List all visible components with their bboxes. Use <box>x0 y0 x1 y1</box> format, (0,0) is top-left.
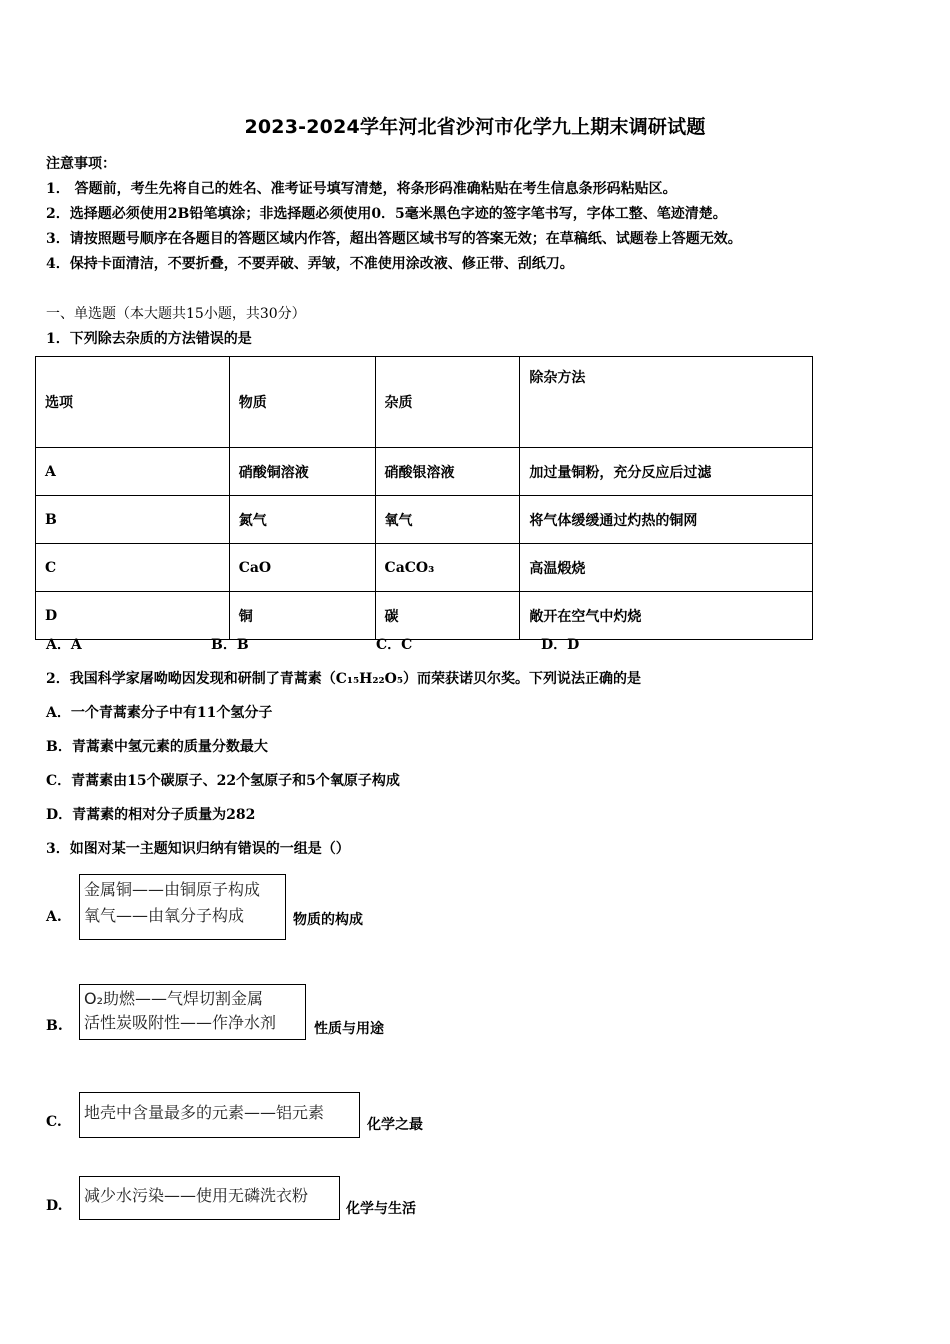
table-row <box>36 448 813 496</box>
table-cell: 加过量铜粉，充分反应后过滤 <box>520 448 813 496</box>
table-cell: D <box>36 592 230 640</box>
q1-option-c: C．C <box>376 637 413 653</box>
q3-choice-d-box <box>79 1176 340 1220</box>
q3-choice-d-letter: D. <box>46 1198 63 1214</box>
table-cell: 敞开在空气中灼烧 <box>520 592 813 640</box>
table-cell: CaO <box>229 544 375 592</box>
box-line: 活性炭吸附性——作净水剂 <box>84 1013 277 1032</box>
table-cell: B <box>36 496 230 544</box>
q1-option-b: B．B <box>211 637 249 653</box>
table-cell: 硝酸银溶液 <box>375 448 520 496</box>
table-header-cell: 物质 <box>229 357 375 448</box>
box-line: O₂助燃——气焊切割金属 <box>84 989 264 1008</box>
impurity-table <box>35 356 813 640</box>
q1-option-d: D．D <box>541 637 580 653</box>
table-cell: 碳 <box>375 592 520 640</box>
q1-option-a: A．A <box>46 637 82 653</box>
q3-choice-b-letter: B. <box>46 1018 63 1034</box>
table-cell: 将气体缓缓通过灼热的铜网 <box>520 496 813 544</box>
table-header-row <box>36 357 813 448</box>
table-row <box>36 496 813 544</box>
table-header-cell: 杂质 <box>375 357 520 448</box>
q3-choice-c-letter: C. <box>46 1114 62 1130</box>
table-cell: C <box>36 544 230 592</box>
table-cell: CaCO₃ <box>375 544 520 592</box>
box-line: 氧气——由氧分子构成 <box>84 906 245 925</box>
notice-item: 3．请按照题号顺序在各题目的答题区域内作答，超出答题区域书写的答案无效；在草稿纸、试题卷上答题无效。 <box>46 231 742 247</box>
table-header-cell: 除杂方法 <box>520 357 813 448</box>
section-heading: 一、单选题（本大题共15小题，共30分） <box>46 306 306 322</box>
q2-option-a: A．一个青蒿素分子中有11个氢分子 <box>46 705 273 721</box>
table-cell: 铜 <box>229 592 375 640</box>
table-cell: 氧气 <box>375 496 520 544</box>
notice-item: 4．保持卡面清洁，不要折叠，不要弄破、弄皱，不准使用涂改液、修正带、刮纸刀。 <box>46 256 574 272</box>
box-line: 减少水污染——使用无磷洗衣粉 <box>84 1186 309 1205</box>
q3-choice-c-caption: 化学之最 <box>367 1117 423 1133</box>
q3-choice-a-box <box>79 874 286 940</box>
box-line: 金属铜——由铜原子构成 <box>84 880 261 899</box>
question-1-stem: 1．下列除去杂质的方法错误的是 <box>46 331 252 347</box>
q2-option-c: C．青蒿素由15个碳原子、22个氢原子和5个氧原子构成 <box>46 773 400 789</box>
table-row <box>36 544 813 592</box>
table-header-cell: 选项 <box>36 357 230 448</box>
q3-choice-b-caption: 性质与用途 <box>314 1021 384 1037</box>
notice-heading: 注意事项： <box>46 156 116 172</box>
q3-choice-d-caption: 化学与生活 <box>346 1201 416 1217</box>
box-line: 地壳中含量最多的元素——铝元素 <box>84 1103 325 1122</box>
table-cell: 高温煅烧 <box>520 544 813 592</box>
q3-choice-a-letter: A. <box>46 909 62 925</box>
notice-item: 2．选择题必须使用2B铅笔填涂；非选择题必须使用0．5毫米黑色字迹的签字笔书写，字体工整、笔迹清楚。 <box>46 206 727 222</box>
notice-item: 1． 答题前，考生先将自己的姓名、准考证号填写清楚，将条形码准确粘贴在考生信息条形码粘贴区。 <box>46 181 677 197</box>
table-cell: 氮气 <box>229 496 375 544</box>
q3-choice-b-box <box>79 984 306 1040</box>
q2-option-b: B．青蒿素中氢元素的质量分数最大 <box>46 739 268 755</box>
q3-choice-c-box <box>79 1092 360 1138</box>
table-cell: 硝酸铜溶液 <box>229 448 375 496</box>
q3-choice-a-caption: 物质的构成 <box>293 912 363 928</box>
question-2-stem: 2．我国科学家屠呦呦因发现和研制了青蒿素（C₁₅H₂₂O₅）而荣获诺贝尔奖。下列说法正确的是 <box>46 671 641 687</box>
question-3-stem: 3．如图对某一主题知识归纳有错误的一组是（） <box>46 841 350 857</box>
table-cell: A <box>36 448 230 496</box>
q2-option-d: D．青蒿素的相对分子质量为282 <box>46 807 256 823</box>
table-row <box>36 592 813 640</box>
page-title: 2023-2024学年河北省沙河市化学九上期末调研试题 <box>244 116 706 138</box>
